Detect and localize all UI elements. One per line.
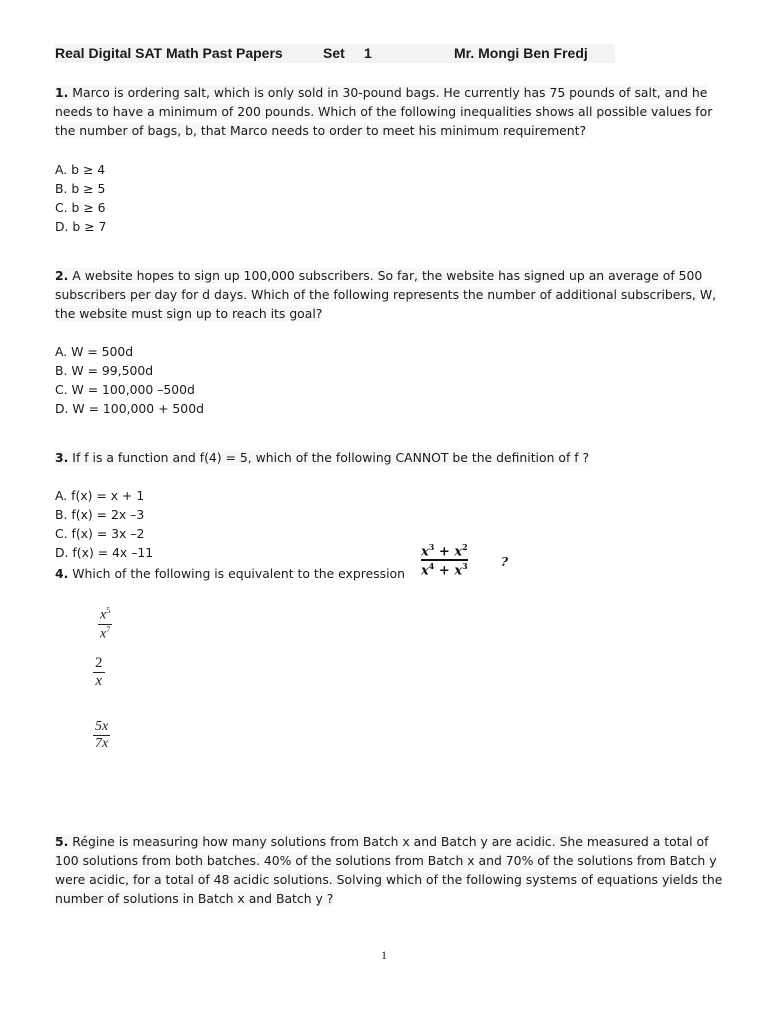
answer-fraction-3: 5x 7x	[95, 719, 109, 751]
option-b: B. b ≥ 5	[55, 181, 106, 196]
question-number: 1.	[55, 85, 69, 100]
header-author: Mr. Mongi Ben Fredj	[454, 45, 588, 61]
question-text: Which of the following is equivalent to the expression	[72, 566, 405, 581]
question-1	[55, 83, 725, 140]
option-a: A. f(x) = x + 1	[55, 488, 145, 503]
question-number: 3.	[55, 450, 69, 465]
page-header	[55, 44, 615, 63]
expression-suffix: ?	[501, 555, 509, 569]
option-d: D. f(x) = 4x –11	[55, 545, 154, 560]
expression-denominator: $x^4 + x^3$	[421, 560, 468, 578]
answer-fraction-1: $x^5$ $x^7$	[100, 606, 111, 642]
question-text: If f is a function and f(4) = 5, which of the following CANNOT be the definition of f ?	[72, 450, 590, 465]
option-a: A. W = 500d	[55, 344, 134, 359]
header-title: Real Digital SAT Math Past Papers	[55, 45, 283, 61]
question-2	[55, 266, 725, 323]
question-3	[55, 448, 725, 467]
option-d: D. W = 100,000 + 500d	[55, 401, 204, 416]
question-number: 4.	[55, 566, 69, 581]
expression-fraction	[421, 542, 468, 578]
question-number: 2.	[55, 268, 69, 283]
header-set-label: Set	[323, 45, 345, 61]
option-c: C. f(x) = 3x –2	[55, 526, 145, 541]
question-4	[55, 564, 405, 583]
question-text: Marco is ordering salt, which is only sold in 30-pound bags. He currently has 75 pounds of salt, and he needs to have a minimum of 200 pounds. Which of the following inequalities shows all possible values for the number of bags, b, that Marco needs to order to meet his minimum requirement?	[55, 85, 713, 138]
header-set-number: 1	[364, 45, 372, 61]
question-text: Régine is measuring how many solutions from Batch x and Batch y are acidic. She measured a total of 100 solutions from both batches. 40% of the solutions from Batch x and 70% of the solutions from Batch y were acidic, for a total of 48 acidic solutions. Solving which of the following systems of equations yields the number of solutions in Batch x and Batch y ?	[55, 834, 723, 906]
option-a: A. b ≥ 4	[55, 162, 106, 177]
option-d: D. b ≥ 7	[55, 219, 107, 234]
option-c: C. b ≥ 6	[55, 200, 106, 215]
option-b: B. f(x) = 2x –3	[55, 507, 145, 522]
page-number: 1	[381, 948, 387, 962]
question-number: 5.	[55, 834, 69, 849]
question-text: A website hopes to sign up 100,000 subscribers. So far, the website has signed up an average of 500 subscribers per day for d days. Which of the following represents the number of additional subscribers, W, the website must sign up to reach its goal?	[55, 268, 717, 321]
option-c: C. W = 100,000 –500d	[55, 382, 195, 397]
option-b: B. W = 99,500d	[55, 363, 154, 378]
answer-fraction-2: 2 x	[95, 655, 103, 689]
expression-numerator: $x^3 + x^2$	[421, 542, 468, 560]
question-5	[55, 832, 725, 908]
